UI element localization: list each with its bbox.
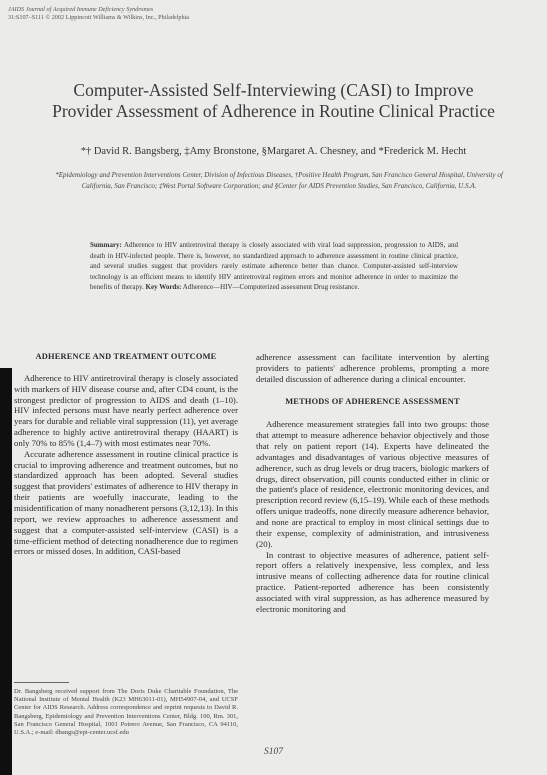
section-heading-methods: METHODS OF ADHERENCE ASSESSMENT (285, 396, 460, 406)
paragraph: adherence assessment can facilitate intervention by alerting providers to patients' adherence problems, prompting a more detailed discussion of adherence during a clinical encounter. (256, 352, 489, 384)
summary-label: Summary: (90, 241, 122, 249)
keywords-text: Adherence—HIV—Computerized assessment Drug resistance. (182, 283, 360, 292)
journal-name: JAIDS Journal of Acquired Immune Deficiency Syndromes (8, 6, 154, 13)
summary-text: Adherence to HIV antiretroviral therapy is closely associated with viral load suppression, progression to AIDS, and death in HIV-infected people. There is, however, no standardized approach to adherence assessment in routine clinical practice, and several studies suggest that providers rarely estimate adherence better than chance. Computer-assisted self-interview technology is an efficient means to identify HIV antiretroviral regimen errors and monitor adherence in order to maximize the benefits of therapy. (90, 241, 458, 292)
scan-edge-shadow (0, 368, 12, 775)
journal-citation: 31:S107–S111 © 2002 Lippincott Williams & Wilkins, Inc., Philadelphia (8, 13, 190, 21)
article-title (0, 80, 547, 122)
right-column (256, 352, 489, 615)
paragraph: Accurate adherence assessment in routine clinical practice is crucial to improving adherence and treatment outcomes, but no standardized approach has been adopted. Several studies suggest that providers' estimates of adherence to HIV therapy in their patients are woefully inaccurate, leading to the misidentification of many nonadherent persons (3,12,13). In this report, we review approaches to adherence assessment and suggest that a computer-assisted self-interview (CASI) is a time-efficient method of detecting nonadherence due to regimen errors or missed doses. In addition, CASI-based (14, 448, 238, 557)
paragraph: Adherence to HIV antiretroviral therapy is closely associated with markers of HIV disease course and, after CD4 count, is the strongest predictor of progression to AIDS and death (1–10). HIV infected persons must have nearly perfect adherence over years for durable and reliable viral suppression (11), yet average adherence to highly active antiretroviral therapy (HAART) is only 70% to 85% (1,4–7) with most estimates near 70%. (14, 372, 238, 448)
keywords-label: Key Words: (145, 283, 182, 292)
section-heading-adherence-outcome: ADHERENCE AND TREATMENT OUTCOME (35, 352, 217, 361)
left-column (14, 352, 238, 557)
summary-block (90, 240, 458, 293)
title-line-2: Provider Assessment of Adherence in Routine Clinical Practice (52, 101, 495, 121)
journal-header (8, 6, 308, 21)
paragraph: Adherence measurement strategies fall into two groups: those that attempt to measure adherence behavior objectively and those that rely on patient report (14). Experts have delineated the advantages and disadvantages of various objective measures of adherence, such as drug levels or drug tracers, biologic markers of drugs, direct observation, pill counts conducted either in clinic or the patient's place of residence, electronic monitoring devices, and prescription record review (6,15–19). While each of these methods offers unique tradeoffs, none directly measure adherence behavior, and none are practical to employ in most clinical settings due to their expense, complexity of administration, and intrusiveness (20). (256, 419, 489, 549)
footnote-text: Dr. Bangsberg received support from The Doris Duke Charitable Foundation, The National Institute of Mental Health (K23 MH63011-01), MH54907-04, and UCSF Center for AIDS Research. Address correspondence and reprint requests to David R. Bangsberg, Epidemiology and Prevention Interventions Center, Bldg. 100, Rm. 301, San Francisco General Hospital, 1001 Potrero Avenue, San Francisco, CA 94110, U.S.A.; e-mail: dbangs@epi-center.ucsf.edu (14, 688, 238, 737)
affiliations: *Epidemiology and Prevention Interventions Center, Division of Infectious Diseases, †Positive Health Program, San Francisco General Hospital, University of California, San Francisco; ‡West Portal Software Corporation; and §Center for AIDS Prevention Studies, San Francisco, California, U.S.A. (55, 171, 503, 190)
footnote (14, 676, 238, 737)
paragraph: In contrast to objective measures of adherence, patient self-report offers a relatively inexpensive, less complex, and less intrusive means of collecting adherence data for routine clinical practice. Patient-reported adherence has been consistently associated with viral suppression, as has adherence measured by electronic monitoring and (256, 549, 489, 614)
page-number: S107 (264, 747, 283, 757)
title-line-1: Computer-Assisted Self-Interviewing (CASI) to Improve (73, 80, 474, 100)
author-list: *† David R. Bangsberg, ‡Amy Bronstone, §Margaret A. Chesney, and *Frederick M. Hecht (80, 146, 467, 157)
footnote-rule (14, 682, 69, 683)
